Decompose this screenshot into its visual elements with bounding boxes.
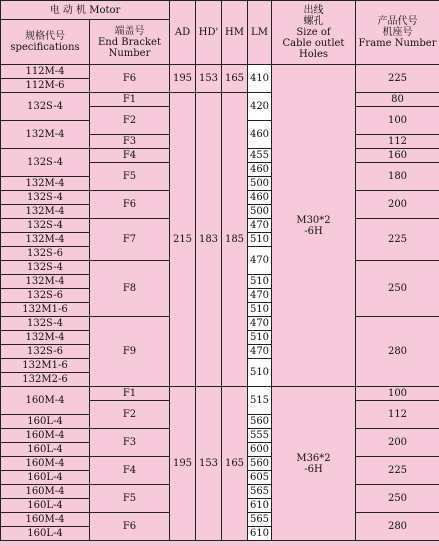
- lm-cell: 410: [248, 65, 272, 93]
- hd-header: HD': [196, 1, 222, 65]
- frame-cell: 225: [356, 457, 439, 485]
- hd-cell: 183: [196, 93, 222, 387]
- bracket-cell: F3: [90, 135, 170, 149]
- lm-cell: 510: [248, 331, 272, 345]
- bracket-cell: F5: [90, 485, 170, 513]
- ad-cell: 195: [170, 65, 196, 93]
- frame-cell: 180: [356, 163, 439, 191]
- bracket-cell: F4: [90, 457, 170, 485]
- frame-cell: 200: [356, 191, 439, 219]
- bracket-cell: F1: [90, 387, 170, 401]
- hm-header: HM: [222, 1, 248, 65]
- bracket-cell: F5: [90, 163, 170, 191]
- spec-cell: 132M-4: [1, 331, 90, 345]
- spec-cell: 132M1-6: [1, 359, 90, 373]
- spec-cell: 132S-4: [1, 261, 90, 275]
- lm-cell: 560: [248, 415, 272, 429]
- spec-cell: 160M-4: [1, 387, 90, 415]
- spec-cell: 160M-4: [1, 513, 90, 527]
- lm-cell: 510: [248, 359, 272, 387]
- spec-cell: 132M-4: [1, 275, 90, 289]
- frame-cell: 280: [356, 513, 439, 541]
- lm-cell: 510: [248, 233, 272, 247]
- spec-cell: 160M-4: [1, 429, 90, 443]
- motor-header: 电 动 机 Motor: [1, 1, 170, 20]
- lm-cell: 420: [248, 93, 272, 121]
- spec-cell: 132S-6: [1, 345, 90, 359]
- lm-cell: 515: [248, 387, 272, 415]
- lm-cell: 470: [248, 317, 272, 331]
- bracket-cell: F6: [90, 191, 170, 219]
- spec-cell: 112M-4: [1, 65, 90, 79]
- spec-cell: 160L-4: [1, 415, 90, 429]
- bracket-cell: F3: [90, 429, 170, 457]
- bracket-cell: F6: [90, 65, 170, 93]
- lm-cell: 600: [248, 443, 272, 457]
- bracket-cell: F9: [90, 317, 170, 387]
- lm-cell: 470: [248, 219, 272, 233]
- spec-cell: 132M2-6: [1, 373, 90, 387]
- frame-cell: 250: [356, 485, 439, 513]
- bracket-cell: F8: [90, 261, 170, 317]
- bracket-cell: F2: [90, 107, 170, 135]
- spec-cell: 132M-4: [1, 233, 90, 247]
- lm-cell: 510: [248, 275, 272, 289]
- ad-header: AD: [170, 1, 196, 65]
- spec-cell: 132S-4: [1, 317, 90, 331]
- spec-cell: 132M-4: [1, 177, 90, 191]
- spec-cell: 132S-4: [1, 219, 90, 233]
- frame-cell: 250: [356, 261, 439, 317]
- lm-cell: 610: [248, 527, 272, 541]
- bracket-cell: F4: [90, 149, 170, 163]
- frame-cell: 200: [356, 429, 439, 457]
- spec-cell: 132M-4: [1, 205, 90, 219]
- spec-cell: 160L-4: [1, 499, 90, 513]
- lm-cell: 500: [248, 205, 272, 219]
- lm-cell: 565: [248, 513, 272, 527]
- spec-cell: 160M-4: [1, 457, 90, 471]
- spec-cell: 160L-4: [1, 527, 90, 541]
- spec-cell: 160M-4: [1, 485, 90, 499]
- cable-outlet-cell: M30*2 -6H: [272, 65, 356, 387]
- hd-cell: 153: [196, 65, 222, 93]
- spec-cell: 132S-4: [1, 191, 90, 205]
- lm-cell: 470: [248, 247, 272, 275]
- spec-cell: 132M1-6: [1, 303, 90, 317]
- cable-outlet-header: 出线 螺孔 Size of Cable outlet Holes: [272, 1, 356, 65]
- frame-number-header: 产品代号 机座号 Frame Number: [356, 1, 439, 65]
- lm-cell: 565: [248, 485, 272, 499]
- lm-cell: 470: [248, 345, 272, 359]
- spec-cell: 132S-6: [1, 289, 90, 303]
- bracket-cell: F1: [90, 93, 170, 107]
- hm-cell: 165: [222, 387, 248, 541]
- lm-cell: 460: [248, 121, 272, 149]
- hm-cell: 185: [222, 93, 248, 387]
- lm-cell: 610: [248, 499, 272, 513]
- lm-cell: 555: [248, 429, 272, 443]
- bracket-cell: F6: [90, 513, 170, 541]
- frame-cell: 225: [356, 219, 439, 261]
- lm-header: LM: [248, 1, 272, 65]
- lm-cell: 500: [248, 177, 272, 191]
- frame-cell: 100: [356, 107, 439, 135]
- bracket-cell: F7: [90, 219, 170, 261]
- spec-cell: 160L-4: [1, 471, 90, 485]
- lm-cell: 470: [248, 289, 272, 303]
- ad-cell: 215: [170, 93, 196, 387]
- spec-header: 规格代号 specifications: [1, 20, 90, 65]
- spec-cell: 160L-4: [1, 443, 90, 457]
- bracket-cell: F2: [90, 401, 170, 429]
- lm-cell: 560: [248, 457, 272, 471]
- hd-cell: 153: [196, 387, 222, 541]
- frame-cell: 280: [356, 317, 439, 387]
- lm-cell: 460: [248, 163, 272, 177]
- lm-cell: 510: [248, 303, 272, 317]
- frame-cell: 112: [356, 401, 439, 429]
- frame-cell: 112: [356, 135, 439, 149]
- spec-cell: 132S-4: [1, 149, 90, 177]
- lm-cell: 460: [248, 191, 272, 205]
- spec-cell: 112M-6: [1, 79, 90, 93]
- frame-cell: 160: [356, 149, 439, 163]
- lm-cell: 455: [248, 149, 272, 163]
- spec-cell: 132M-4: [1, 121, 90, 149]
- frame-cell: 225: [356, 65, 439, 93]
- frame-cell: 100: [356, 387, 439, 401]
- frame-cell: 80: [356, 93, 439, 107]
- bracket-header: 端盖号 End Bracket Number: [90, 20, 170, 65]
- spec-cell: 132S-6: [1, 247, 90, 261]
- hm-cell: 165: [222, 65, 248, 93]
- cable-outlet-cell: M36*2 -6H: [272, 387, 356, 541]
- ad-cell: 195: [170, 387, 196, 541]
- spec-cell: 132S-4: [1, 93, 90, 121]
- lm-cell: 605: [248, 471, 272, 485]
